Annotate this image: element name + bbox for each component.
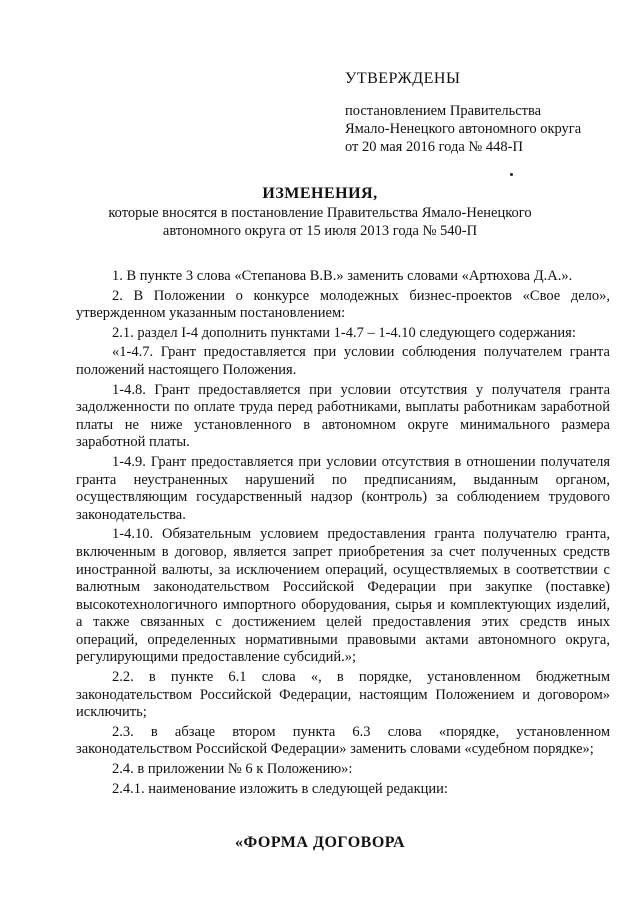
paragraph-1-4-10: 1-4.10. Обязательным условием предоставления гранта получателю гранта, включенным в договор, является запрет приобретения за счет полученных средств иностранной валюты, за исключением операций, осуществляемых в соответствии с валютным законодательством Российской Федерации при закупке (поставке) высокотехнологичного импортного оборудования, сырья и комплектующих изделий, а также связанных с достижением целей предоставления этих средств иных операций, определенных нормативными правовыми актами автономного округа, регулирующими предоставление субсидий.»; <box>76 526 610 666</box>
paragraph-2-4-1: 2.4.1. наименование изложить в следующей редакции: <box>112 780 448 797</box>
paragraph-1-4-9: 1-4.9. Грант предоставляется при условии отсутствия в отношении получателя гранта неустраненных нарушений по предписаниям, выданным органом, осуществляющим государственный надзор (контроль) за соблюдением трудового законодательства. <box>76 453 610 523</box>
approval-line-3: от 20 мая 2016 года № 448-П <box>345 139 523 155</box>
approval-line-2: Ямало-Ненецкого автономного округа <box>345 121 582 137</box>
paragraph-2-1: 2.1. раздел I-4 дополнить пунктами 1-4.7 – 1-4.10 следующего содержания: <box>112 324 576 341</box>
approval-block <box>345 70 615 156</box>
paragraph-2-4: 2.4. в приложении № 6 к Положению»: <box>112 761 353 778</box>
scan-dot <box>510 173 513 176</box>
document-body <box>76 268 610 800</box>
approval-line-1: постановлением Правительства <box>345 103 542 119</box>
approval-heading: УТВЕРЖДЕНЫ <box>345 70 461 87</box>
paragraph-1-4-8: 1-4.8. Грант предоставляется при условии отсутствия у получателя гранта задолженности по оплате труда перед работниками, выплаты работникам заработной платы не ниже установленного в автономном округе минимального размера заработной платы. <box>76 381 610 451</box>
paragraph-1-4-7: «1-4.7. Грант предоставляется при условии соблюдения получателем гранта положений настоящего Положения. <box>76 344 610 378</box>
form-title: «ФОРМА ДОГОВОРА <box>234 834 406 851</box>
paragraph-1: 1. В пункте 3 слова «Степанова В.В.» заменить словами «Артюхова Д.А.». <box>112 268 573 284</box>
document-title <box>0 184 640 240</box>
title-main: ИЗМЕНЕНИЯ, <box>262 185 378 202</box>
title-sub-line-2: автономного округа от 15 июля 2013 года № 540-П <box>162 223 478 239</box>
paragraph-2-3: 2.3. в абзаце втором пункта 6.3 слова «порядке, установленном законодательством Российской Федерации» заменить словами «судебном порядке»; <box>76 723 610 758</box>
paragraph-2-2: 2.2. в пункте 6.1 слова «, в порядке, установленном бюджетным законодательством Российской Федерации, настоящим Положением и договором» исключить; <box>76 669 610 721</box>
title-sub-line-1: которые вносятся в постановление Правительства Ямало-Ненецкого <box>108 205 532 221</box>
paragraph-2: 2. В Положении о конкурсе молодежных бизнес-проектов «Свое дело», утвержденном указанным постановлением: <box>76 287 610 322</box>
